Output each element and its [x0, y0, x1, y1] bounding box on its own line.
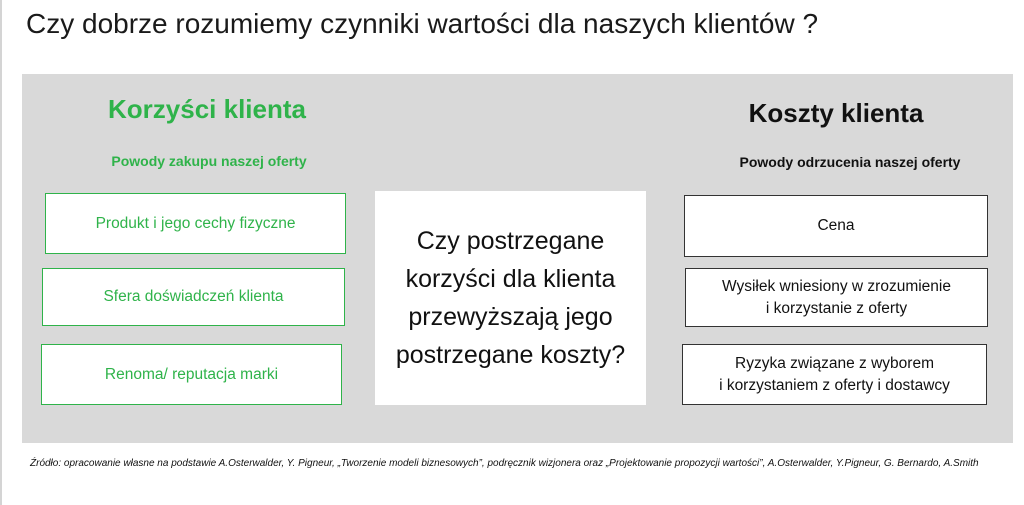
- slide-title: Czy dobrze rozumiemy czynniki wartości dla naszych klientów ?: [26, 8, 819, 39]
- cost-box-price: Cena: [684, 195, 988, 257]
- benefit-box-product: Produkt i jego cechy fizyczne: [45, 193, 346, 254]
- slide-left-rule: [0, 0, 2, 505]
- benefit-box-reputation: Renoma/ reputacja marki: [41, 344, 342, 405]
- benefit-box-experience: Sfera doświadczeń klienta: [42, 268, 345, 326]
- cost-box-effort: Wysiłek wniesiony w zrozumienie i korzystanie z oferty: [685, 268, 988, 327]
- central-question-box: Czy postrzegane korzyści dla klienta przewyższają jego postrzegane koszty?: [375, 191, 646, 405]
- costs-heading: Koszty klienta: [748, 98, 924, 128]
- source-note: Źródło: opracowanie własne na podstawie A.Osterwalder, Y. Pigneur, „Tworzenie modeli biznesowych”, podręcznik wizjonera oraz „Projektowanie propozycji wartości”, A.Osterwalder, Y.Pigneur, G. Bernardo, A.Smith: [30, 458, 979, 469]
- benefits-heading: Korzyści klienta: [108, 94, 306, 124]
- cost-box-risk: Ryzyka związane z wyborem i korzystaniem z oferty i dostawcy: [682, 344, 987, 405]
- diagram-panel: [22, 74, 1013, 443]
- benefits-subheading: Powody zakupu naszej oferty: [111, 153, 307, 169]
- costs-subheading: Powody odrzucenia naszej oferty: [739, 154, 961, 170]
